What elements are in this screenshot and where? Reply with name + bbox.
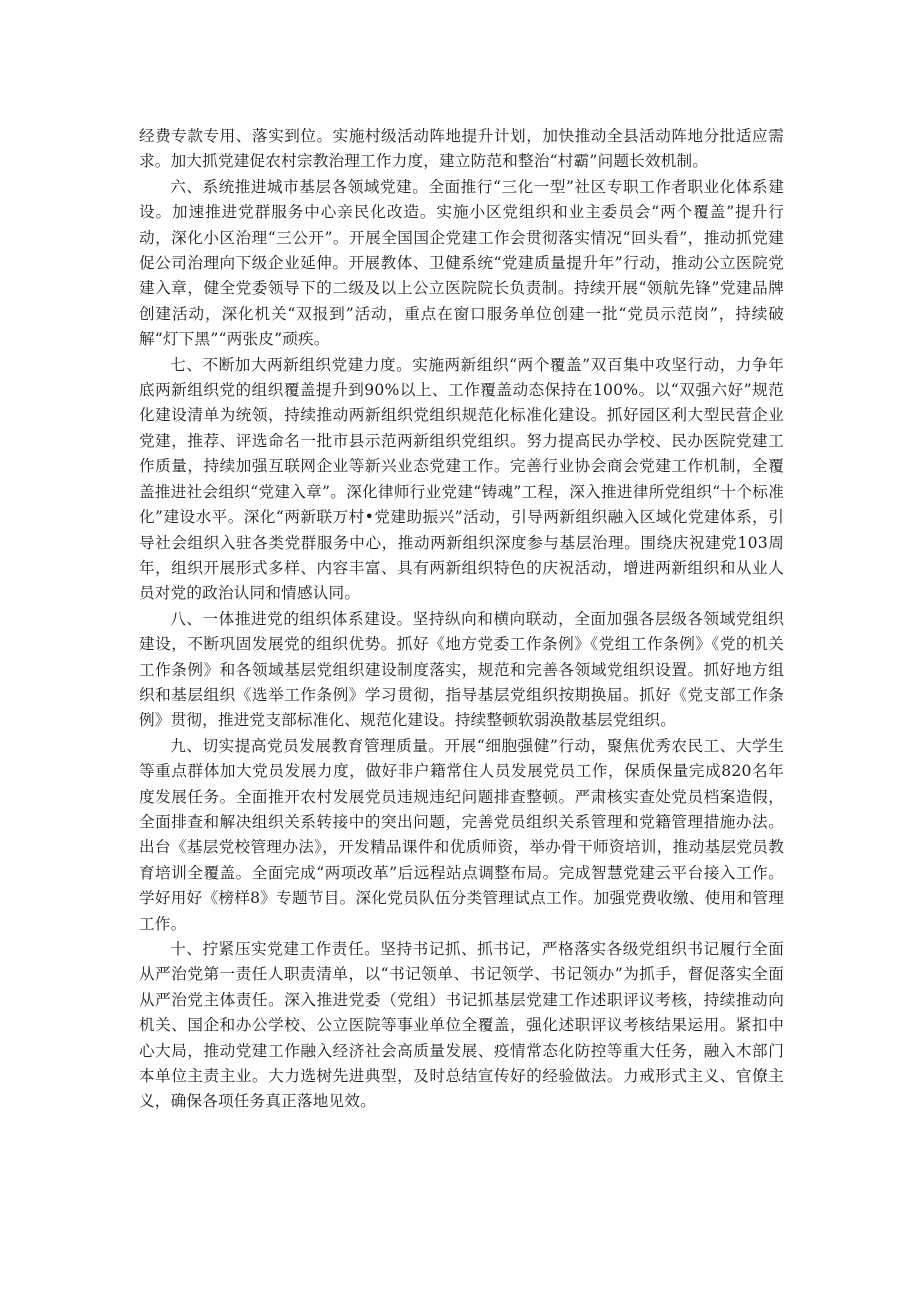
paragraph-section-9: 九、切实提高党员发展教育管理质量。开展“细胞强健”行动，聚焦优秀农民工、大学生等重点群体加大党员发展力度，做好非户籍常住人员发展党员工作，保质保量完成820名年度发展任务。全面推开农村发展党员违规违纪问题排查整顿。严肃核实查处党员档案造假，全面排查和解决组织关系转接中的突出问题，完善党员组织关系管理和党籍管理措施办法。出台《基层党校管理办法》，开发精品课件和优质师资，举办骨干师资培训，推动基层党员教育培训全覆盖。全面完成“两项改革”后远程站点调整布局。完成智慧党建云平台接入工作。学好用好《榜样8》专题节目。深化党员队伍分类管理试点工作。加强党费收缴、使用和管理工作。: [139, 736, 784, 933]
paragraph-continuation: 经费专款专用、落实到位。实施村级活动阵地提升计划，加快推动全县活动阵地分批适应需求。加大抓党建促农村宗教治理工作力度，建立防范和整治“村霸”问题长效机制。: [139, 127, 784, 171]
paragraph-section-7: 七、不断加大两新组织党建力度。实施两新组织“两个覆盖”双百集中攻坚行动，力争年底两新组织党的组织覆盖提升到90%以上、工作覆盖动态保持在100%。以“双强六好”规范化建设清单为统领，持续推动两新组织党组织规范化标准化建设。抓好园区利大型民营企业党建，推荐、评选命名一批市县示范两新组织党组织。努力提高民办学校、民办医院党建工作质量，持续加强互联网企业等新兴业态党建工作。完善行业协会商会党建工作机制，全覆盖推进社会组织“党建入章”。深化律师行业党建“铸魂”工程，深入推进律所党组织“十个标准化”建设水平。深化“两新联万村•党建助振兴”活动，引导两新组织融入区域化党建体系，引导社会组织入驻各类党群服务中心，推动两新组织深度参与基层治理。围绕庆祝建党103周年，组织开展形式多样、内容丰富、具有两新组织特色的庆祝活动，增进两新组织和从业人员对党的政治认同和情感认同。: [139, 355, 784, 603]
paragraph-section-10: 十、拧紧压实党建工作责任。坚持书记抓、抓书记，严格落实各级党组织书记履行全面从严治党第一责任人职责清单，以“书记领单、书记领学、书记领办”为抓手，督促落实全面从严治党主体责任。深入推进党委（党组）书记抓基层党建工作述职评议考核，持续推动向机关、国企和办公学校、公立医院等事业单位全覆盖，强化述职评议考核结果运用。紧扣中心大局，推动党建工作融入经济社会高质量发展、疫情常态化防控等重大任务，融入木部门本单位主责主业。大力选树先进典型，及时总结宣传好的经验做法。力戒形式主义、官僚主义，确保各项任务真正落地见效。: [139, 940, 784, 1111]
paragraph-section-8: 八、一体推进党的组织体系建设。坚持纵向和横向联动，全面加强各层级各领域党组织建设，不断巩固发展党的组织优势。抓好《地方党委工作条例》《党组工作条例》《党的机关工作条例》和各领域基层党组织建设制度落实，规范和完善各领域党组织设置。抓好地方组织和基层组织《选举工作条例》学习贯彻，指导基层党组织按期换届。抓好《党支部工作条例》贯彻，推进党支部标准化、规范化建设。持续整顿软弱涣散基层党组织。: [139, 609, 784, 730]
document-body: [139, 124, 784, 1115]
paragraph-section-6: 六、系统推进城市基层各领域党建。全面推行“三化一型”社区专职工作者职业化体系建设。加速推进党群服务中心亲民化改造。实施小区党组织和业主委员会“两个覆盖”提升行动，深化小区治理“三公开”。开展全国国企党建工作会贯彻落实情况“回头看”，推动抓党建促公司治理向下级企业延伸。开展教体、卫健系统“党建质量提升年”行动，推动公立医院党建入章，健全党委领导下的二级及以上公立医院院长负责制。持续开展“领航先锋”党建品牌创建活动，深化机关“双报到”活动，重点在窗口服务单位创建一批“党员示范岗”，持续破解“灯下黑”“两张皮”顽疾。: [139, 177, 784, 349]
